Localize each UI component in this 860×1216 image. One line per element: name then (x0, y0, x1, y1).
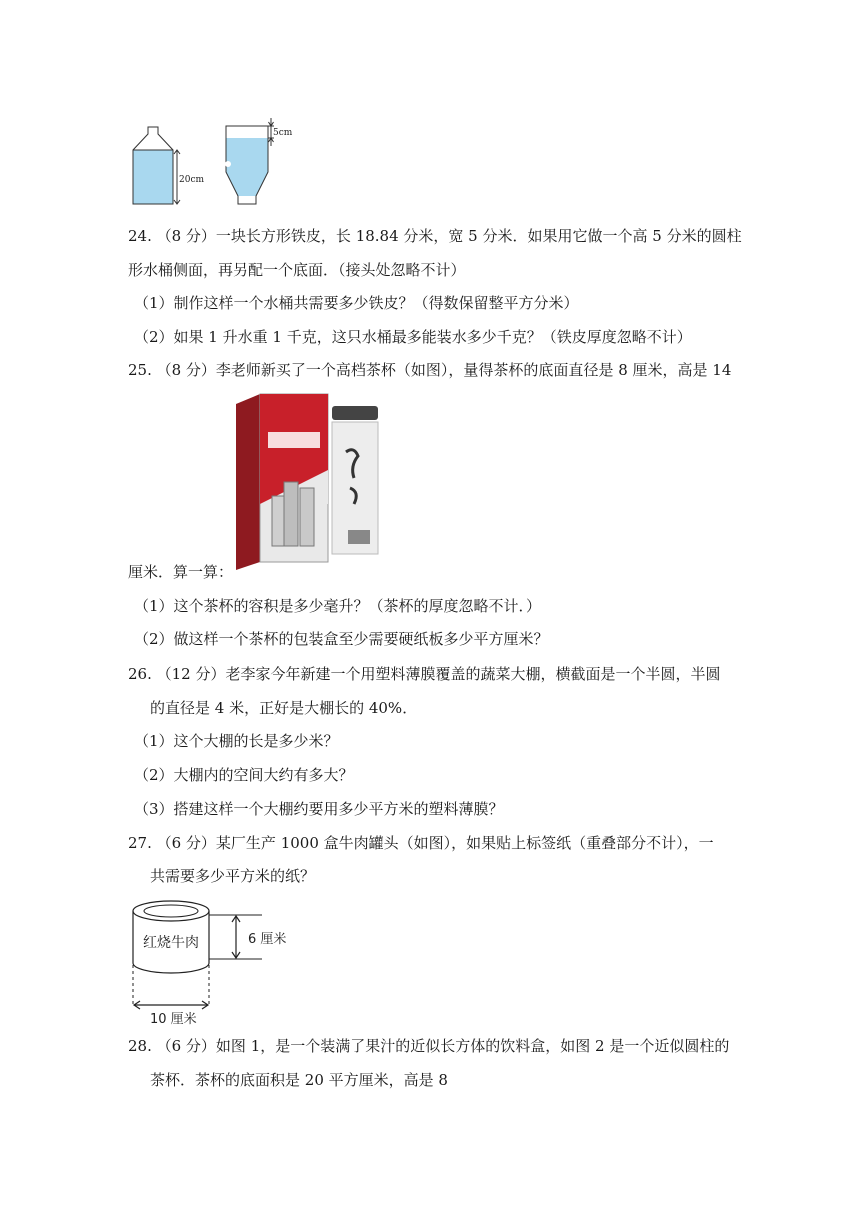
q27-stem-line2: 共需要多少平方米的纸？ (150, 867, 316, 885)
can-height-label: 6 厘米 (248, 932, 287, 947)
q26-part2: （2）大棚内的空间大约有多大？ (134, 766, 354, 784)
q24-stem-line2: 形水桶侧面，再另配一个底面．（接头处忽略不计） (128, 261, 466, 279)
q26-part3: （3）搭建这样一个大棚约要用多少平方米的塑料薄膜？ (134, 800, 504, 818)
beef-can-diagram (128, 895, 308, 1025)
bottle-diagram (133, 127, 204, 204)
q24-stem-line1: 24. （8 分）一块长方形铁皮，长 18.84 分米，宽 5 分米．如果用它做一个高 5 分米的圆柱 (128, 227, 742, 245)
can-diameter-label: 10 厘米 (150, 1012, 197, 1025)
tea-cup-box-photo (232, 392, 382, 572)
q26-stem-line1: 26. （12 分）老李家今年新建一个用塑料薄膜覆盖的蔬菜大棚，横截面是一个半圆，半圆 (128, 665, 721, 683)
q28-stem-line2: 茶杯．茶杯的底面积是 20 平方厘米，高是 8 (150, 1071, 448, 1089)
vessel-gap-label: 5cm (273, 128, 293, 138)
can-label: 红烧牛肉 (143, 935, 199, 951)
q25-stem-line2: 厘米．算一算： (128, 563, 234, 581)
q26-part1: （1）这个大棚的长是多少米？ (134, 732, 339, 750)
q27-stem-line1: 27. （6 分）某厂生产 1000 盒牛肉罐头（如图），如果贴上标签纸（重叠部分不计），一 (128, 834, 714, 852)
q24-part2: （2）如果 1 升水重 1 千克，这只水桶最多能装水多少千克？（铁皮厚度忽略不计） (134, 328, 692, 346)
q25-stem-line1: 25. （8 分）李老师新买了一个高档茶杯（如图），量得茶杯的底面直径是 8 厘米，高是 14 (128, 361, 732, 379)
q26-stem-line2: 的直径是 4 米，正好是大棚长的 40%． (150, 699, 418, 717)
bottle-height-label: 20cm (179, 175, 205, 185)
q25-part2: （2）做这样一个茶杯的包装盒至少需要硬纸板多少平方厘米？ (134, 630, 549, 648)
bottle-vessel-figure (128, 118, 298, 208)
q28-stem-line1: 28. （6 分）如图 1，是一个装满了果汁的近似长方体的饮料盒，如图 2 是一个近似圆柱的 (128, 1037, 730, 1055)
vessel-diagram (225, 118, 293, 204)
q25-part1: （1）这个茶杯的容积是多少毫升？（茶杯的厚度忽略不计．） (134, 597, 542, 615)
q24-part1: （1）制作这样一个水桶共需要多少铁皮？（得数保留整平方分米） (134, 294, 579, 312)
